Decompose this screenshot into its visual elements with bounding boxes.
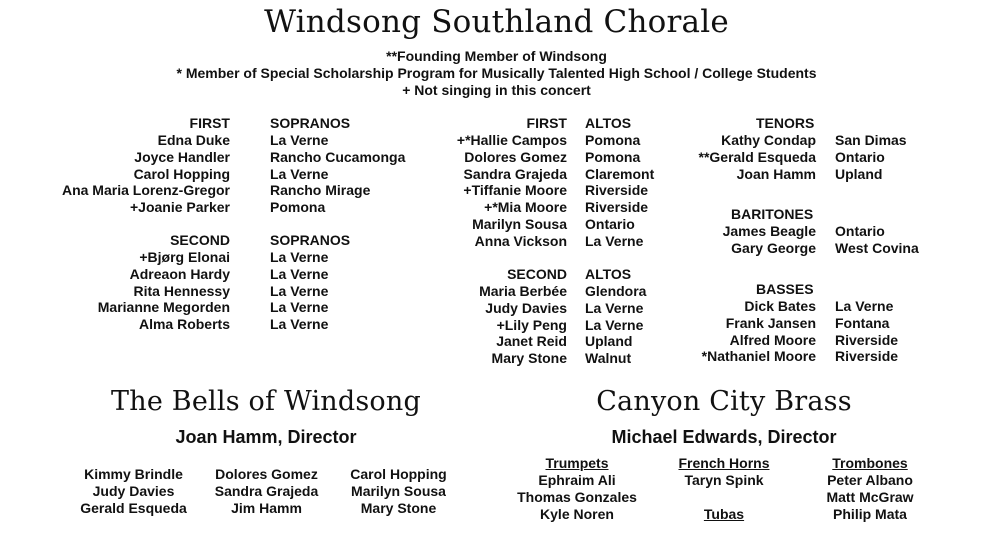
singer-town: San Dimas bbox=[835, 132, 907, 148]
singer-town: Rancho Mirage bbox=[270, 182, 371, 199]
singer-town: Pomona bbox=[270, 199, 326, 216]
player-name: Thomas Gonzales bbox=[517, 488, 637, 505]
second-sopranos-names bbox=[98, 249, 230, 333]
trombones-heading: Trombones bbox=[832, 455, 908, 471]
singer-name: James Beagle bbox=[722, 223, 816, 239]
first-sopranos-towns bbox=[270, 132, 405, 216]
brass-title: Canyon City Brass bbox=[596, 386, 852, 417]
baritones-label: BARITONES bbox=[731, 206, 814, 222]
singer-name: +*Hallie Campos bbox=[456, 132, 567, 148]
player-name: Taryn Spink bbox=[684, 472, 764, 488]
ringer-name: Judy Davies bbox=[92, 482, 175, 499]
singer-town: Ontario bbox=[835, 223, 885, 239]
singer-name: Joan Hamm bbox=[736, 165, 816, 182]
singer-town: Riverside bbox=[835, 331, 899, 348]
singer-town: West Covina bbox=[835, 239, 919, 256]
tenors-names bbox=[699, 132, 817, 182]
singer-name: +Tiffanie Moore bbox=[463, 182, 567, 199]
player-name: Ephraim Ali bbox=[538, 472, 616, 488]
singer-name: Edna Duke bbox=[157, 132, 230, 148]
singer-town: Walnut bbox=[585, 350, 632, 367]
legend-scholarship-member: * Member of Special Scholarship Program for Musically Talented High School / College Students bbox=[176, 65, 817, 81]
singer-name: Kathy Condap bbox=[721, 132, 816, 148]
singer-name: Judy Davies bbox=[485, 299, 567, 316]
singer-name: *Nathaniel Moore bbox=[701, 348, 816, 365]
singer-name: Anna Vickson bbox=[474, 232, 567, 249]
second-altos-label-second: SECOND bbox=[507, 266, 567, 282]
singer-name: Marilyn Sousa bbox=[472, 215, 567, 232]
ringer-name: Mary Stone bbox=[360, 499, 437, 516]
bells-director: Joan Hamm, Director bbox=[175, 427, 357, 447]
singer-town: La Verne bbox=[270, 316, 329, 333]
singer-town: Upland bbox=[835, 165, 883, 182]
singer-town: Riverside bbox=[585, 182, 649, 199]
singer-town: La Verne bbox=[270, 282, 329, 299]
singer-town: Claremont bbox=[585, 165, 655, 182]
basses-towns bbox=[835, 298, 898, 365]
singer-town: Ontario bbox=[585, 215, 635, 232]
first-sopranos-names bbox=[62, 132, 230, 216]
first-altos-towns bbox=[585, 132, 654, 250]
bells-column-3 bbox=[331, 466, 466, 516]
second-altos-names bbox=[479, 283, 567, 367]
singer-name: Dick Bates bbox=[744, 298, 816, 314]
baritones-names bbox=[723, 223, 816, 257]
singer-town: La Verne bbox=[270, 165, 329, 182]
second-sopranos-label-sopranos: SOPRANOS bbox=[270, 232, 351, 248]
singer-town: Pomona bbox=[585, 148, 641, 165]
singer-town: Riverside bbox=[585, 199, 649, 216]
singer-name: Maria Berbée bbox=[479, 283, 567, 299]
singer-town: Glendora bbox=[585, 283, 647, 299]
player-name: Philip Mata bbox=[833, 505, 907, 522]
second-altos-label-altos: ALTOS bbox=[585, 266, 632, 282]
singer-name: Alma Roberts bbox=[138, 316, 230, 333]
singer-name: Rita Hennessy bbox=[133, 282, 230, 299]
singer-town: La Verne bbox=[585, 232, 644, 249]
first-sopranos-label-first: FIRST bbox=[189, 115, 230, 131]
trumpets-heading: Trumpets bbox=[545, 455, 609, 471]
first-altos-label-altos: ALTOS bbox=[585, 115, 632, 131]
basses-label: BASSES bbox=[756, 281, 814, 297]
ringer-name: Gerald Esqueda bbox=[80, 499, 187, 516]
ringer-name: Sandra Grajeda bbox=[214, 482, 319, 499]
page-title: Windsong Southland Chorale bbox=[264, 4, 729, 40]
singer-town: La Verne bbox=[270, 132, 329, 148]
basses-names bbox=[702, 298, 816, 365]
singer-name: **Gerald Esqueda bbox=[698, 148, 816, 165]
singer-name: Mary Stone bbox=[491, 350, 567, 367]
ringer-name: Kimmy Brindle bbox=[84, 466, 183, 482]
singer-name: +Bjørg Elonai bbox=[139, 249, 230, 265]
bells-column-2 bbox=[199, 466, 334, 516]
player-name: Peter Albano bbox=[827, 472, 913, 488]
singer-name: Adreaon Hardy bbox=[129, 265, 230, 282]
french-horns-names bbox=[654, 472, 794, 489]
first-sopranos-label-sopranos: SOPRANOS bbox=[270, 115, 351, 131]
french-horns-heading: French Horns bbox=[678, 455, 770, 471]
singer-name: +Joanie Parker bbox=[129, 199, 230, 216]
bells-title: The Bells of Windsong bbox=[111, 386, 421, 417]
first-altos-names bbox=[457, 132, 567, 250]
singer-name: Alfred Moore bbox=[729, 331, 816, 348]
singer-town: Riverside bbox=[835, 348, 899, 365]
trombones-names bbox=[800, 472, 940, 522]
singer-name: Sandra Grajeda bbox=[463, 165, 567, 182]
singer-name: Frank Jansen bbox=[725, 314, 816, 331]
singer-name: Gary George bbox=[731, 239, 816, 256]
legend-founding-member: **Founding Member of Windsong bbox=[386, 48, 607, 64]
second-sopranos-towns bbox=[270, 249, 328, 333]
first-altos-label-first: FIRST bbox=[526, 115, 567, 131]
second-altos-towns bbox=[585, 283, 646, 367]
singer-name: Joyce Handler bbox=[134, 148, 230, 165]
singer-name: +*Mia Moore bbox=[484, 199, 567, 216]
baritones-towns bbox=[835, 223, 919, 257]
singer-town: La Verne bbox=[585, 316, 644, 333]
singer-name: Dolores Gomez bbox=[464, 148, 567, 165]
singer-name: Janet Reid bbox=[496, 333, 567, 350]
singer-town: Rancho Cucamonga bbox=[270, 148, 406, 165]
legend-not-singing: + Not singing in this concert bbox=[402, 82, 591, 98]
tenors-towns bbox=[835, 132, 907, 182]
singer-name: +Lily Peng bbox=[496, 316, 567, 333]
player-name: Matt McGraw bbox=[826, 488, 914, 505]
singer-town: La Verne bbox=[270, 265, 329, 282]
singer-name: Ana Maria Lorenz-Gregor bbox=[61, 182, 230, 199]
ringer-name: Dolores Gomez bbox=[215, 466, 318, 482]
singer-name: Marianne Megorden bbox=[97, 299, 230, 316]
singer-town: La Verne bbox=[585, 299, 644, 316]
tenors-label: TENORS bbox=[756, 115, 815, 131]
singer-town: Pomona bbox=[585, 132, 641, 148]
singer-town: La Verne bbox=[270, 299, 329, 316]
tubas-heading: Tubas bbox=[703, 506, 745, 522]
singer-name: Carol Hopping bbox=[133, 165, 230, 182]
ringer-name: Marilyn Sousa bbox=[351, 482, 446, 499]
player-name: Kyle Noren bbox=[540, 505, 614, 522]
singer-town: La Verne bbox=[270, 249, 329, 265]
trumpets-names bbox=[497, 472, 657, 522]
bells-column-1 bbox=[66, 466, 201, 516]
ringer-name: Jim Hamm bbox=[231, 499, 302, 516]
ringer-name: Carol Hopping bbox=[350, 466, 447, 482]
second-sopranos-label-second: SECOND bbox=[170, 232, 230, 248]
singer-town: La Verne bbox=[835, 298, 894, 314]
singer-town: Upland bbox=[585, 333, 633, 350]
singer-town: Fontana bbox=[835, 314, 890, 331]
brass-director: Michael Edwards, Director bbox=[611, 427, 837, 447]
singer-town: Ontario bbox=[835, 148, 885, 165]
